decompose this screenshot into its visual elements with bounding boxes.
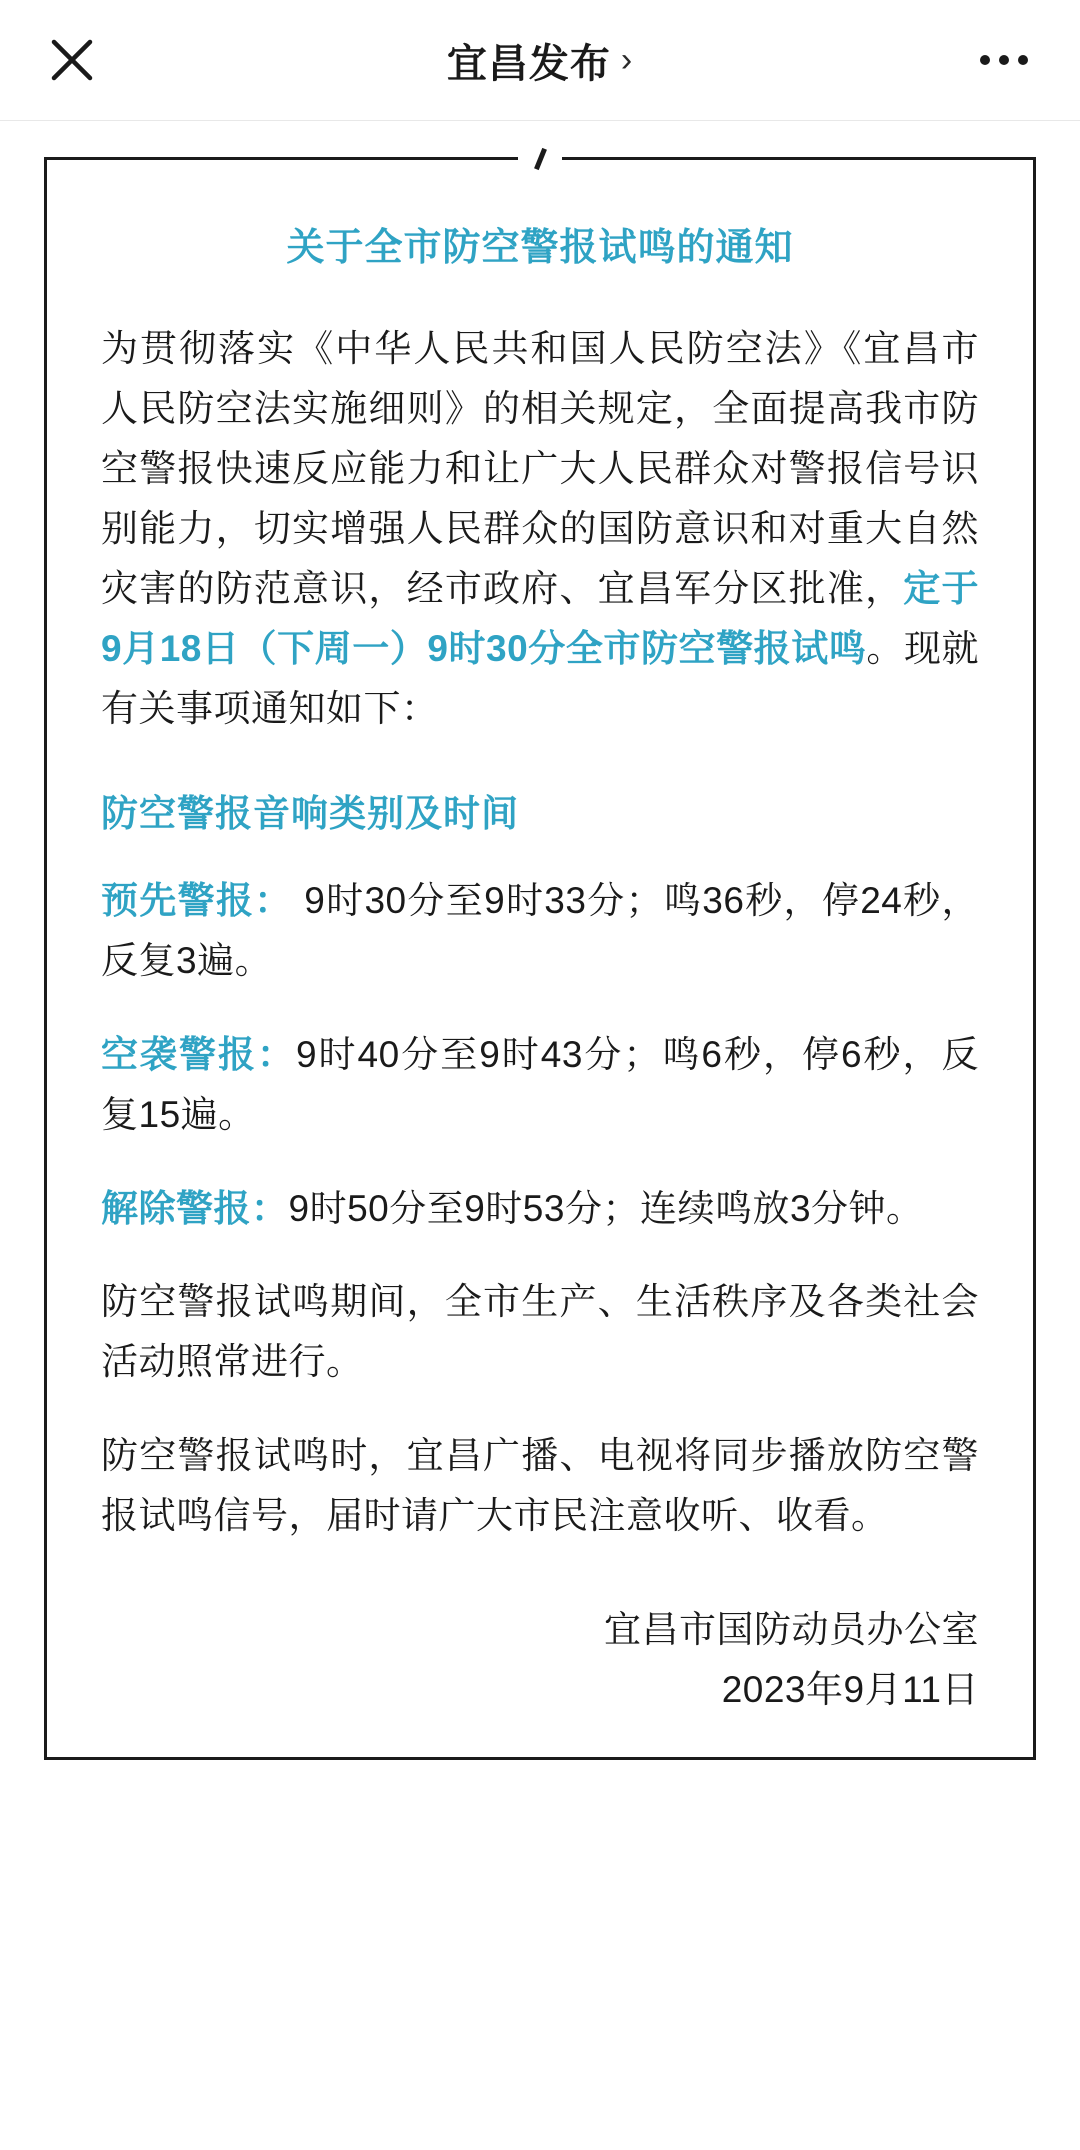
alert-text-airraid: 9时40分至9时43分；鸣6秒，停6秒，反复15遍。 — [101, 1033, 980, 1135]
more-dots-icon — [980, 55, 990, 65]
alert-label-airraid: 空袭警报： — [101, 1033, 296, 1075]
paragraph-1-text-part-2: 。现就有关事项通知如下： — [101, 627, 980, 729]
card-tick-decoration — [518, 151, 562, 167]
alert-item — [101, 871, 979, 991]
alert-item — [101, 1025, 979, 1145]
signature-date: 2023年9月11日 — [721, 1668, 979, 1710]
notice-card — [44, 157, 1036, 1760]
more-dots-icon — [999, 55, 1009, 65]
account-name: 宜昌发布 — [446, 41, 611, 86]
alert-text-preliminary: 9时30分至9时33分；鸣36秒，停24秒，反复3遍。 — [101, 879, 980, 981]
article-card-wrapper — [0, 121, 1080, 1760]
article-signature — [101, 1602, 979, 1717]
alert-label-allclear: 解除警报： — [101, 1187, 289, 1229]
article-page — [0, 121, 1080, 1760]
article-headline: 关于全市防空警报试鸣的通知 — [286, 227, 794, 269]
top-navigation-bar — [0, 0, 1080, 121]
article-paragraph-2: 防空警报试鸣期间，全市生产、生活秩序及各类社会活动照常进行。 — [101, 1281, 979, 1383]
more-dots-icon — [1018, 55, 1028, 65]
more-options-button[interactable] — [972, 32, 1036, 88]
section-title-alert-types: 防空警报音响类别及时间 — [101, 792, 519, 834]
alert-text-allclear: 9时50分至9时53分；连续鸣放3分钟。 — [288, 1187, 924, 1229]
alert-label-preliminary: 预先警报： — [101, 879, 293, 921]
chevron-right-icon: › — [620, 41, 634, 79]
article-paragraph-3: 防空警报试鸣时，宜昌广播、电视将同步播放防空警报试鸣信号，届时请广大市民注意收听、收看。 — [101, 1435, 979, 1537]
alert-item — [101, 1179, 979, 1239]
paragraph-1-highlight: 定于9月18日（下周一）9时30分全市防空警报试鸣 — [101, 567, 980, 669]
close-icon — [47, 35, 97, 85]
close-button[interactable] — [44, 32, 100, 88]
article-paragraph-1 — [101, 319, 979, 739]
paragraph-1-text-part-1: 为贯彻落实《中华人民共和国人民防空法》《宜昌市人民防空法实施细则》的相关规定，全面提高我市防空警报快速反应能力和让广大人民群众对警报信号识别能力，切实增强人民群众的国防意识和对重大自然灾害的防范意识，经市政府、宜昌军分区批准， — [101, 328, 979, 609]
signature-organization: 宜昌市国防动员办公室 — [604, 1609, 979, 1651]
account-title-button[interactable] — [447, 32, 633, 89]
